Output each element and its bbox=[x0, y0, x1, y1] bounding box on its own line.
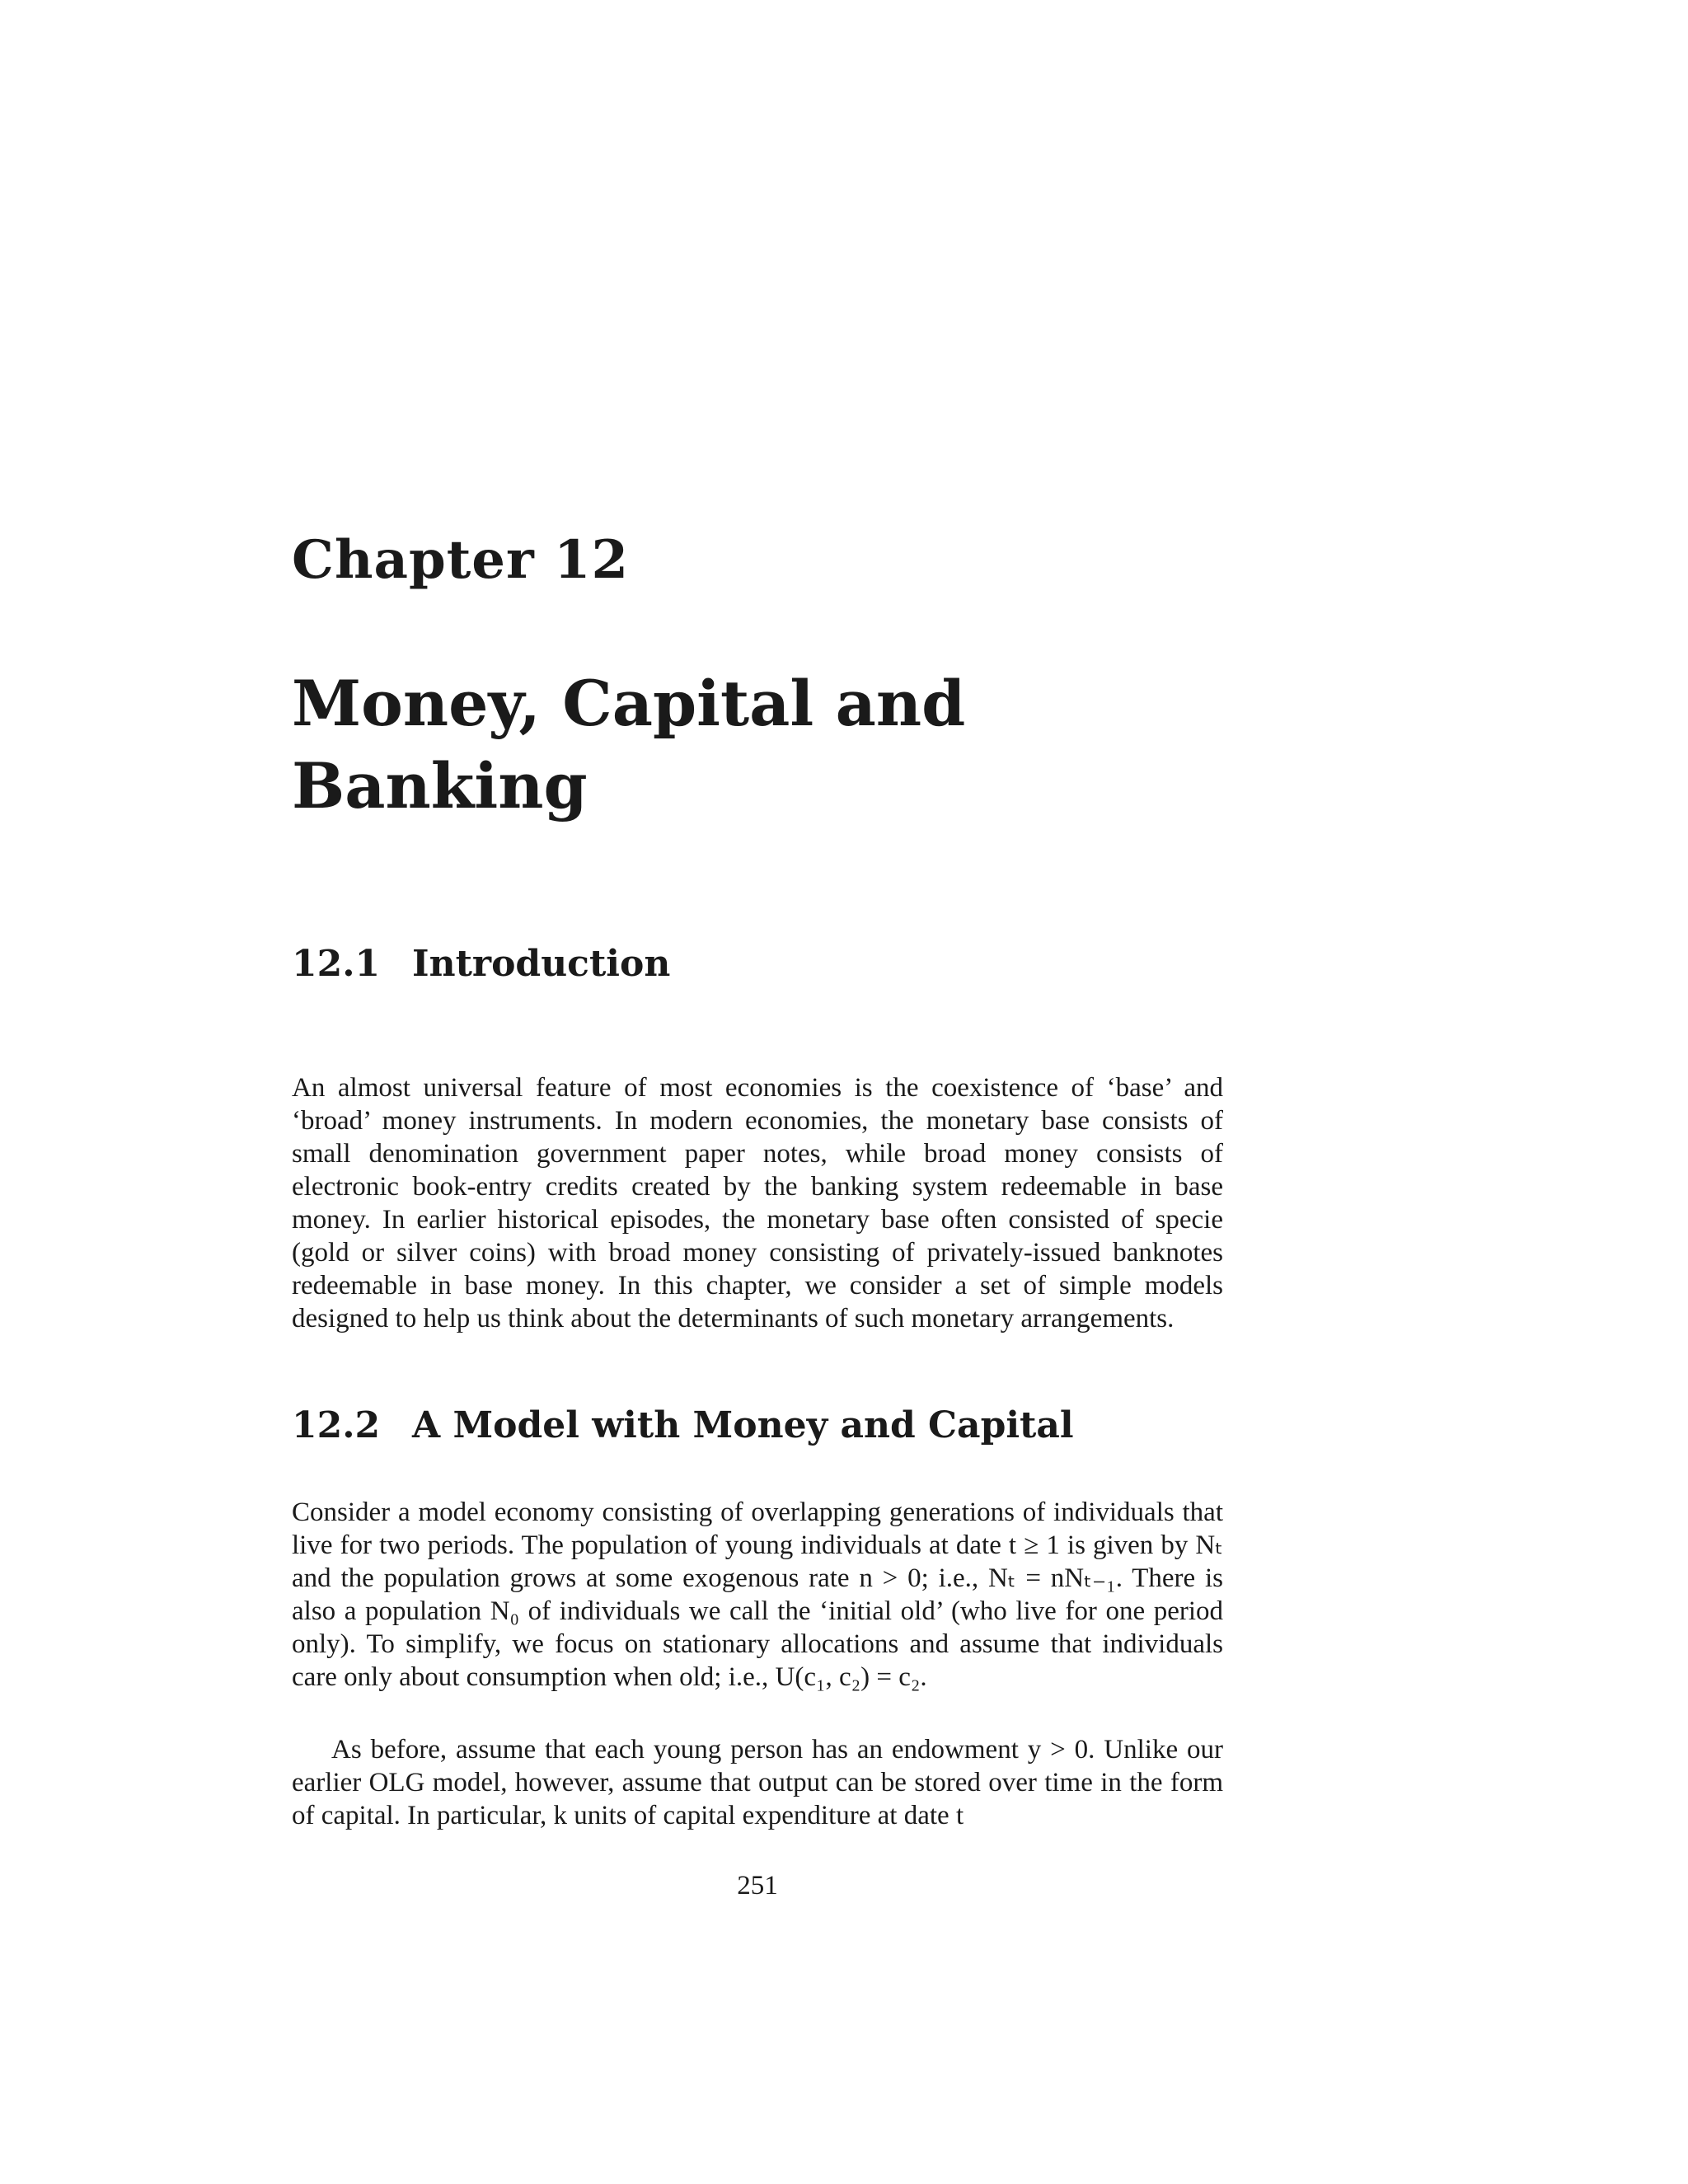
intro-paragraph: An almost universal feature of most economies is the coexistence of ‘base’ and ‘broad’ money instruments. In modern economies, the monetary base consists of small denomination government paper notes, while broad money consists of electronic book-entry credits created by the banking system redeemable in base money. In earlier historical episodes, the monetary base often consisted of specie (gold or silver coins) with broad money consisting of privately-issued banknotes redeemable in base money. In this chapter, we consider a set of simple models designed to help us think about the determinants of such monetary arrangements. bbox=[292, 1073, 1223, 1333]
section-number: 12.2 bbox=[292, 1404, 381, 1446]
section-title: Introduction bbox=[412, 943, 671, 985]
page-number: 251 bbox=[737, 1871, 778, 1900]
section-heading-model bbox=[292, 1401, 1074, 1451]
section-number: 12.1 bbox=[292, 943, 381, 985]
section-heading-introduction bbox=[292, 940, 670, 989]
chapter-label: Chapter 12 bbox=[292, 529, 630, 591]
section-title: A Model with Money and Capital bbox=[412, 1404, 1074, 1446]
chapter-title: Money, Capital and Banking bbox=[292, 667, 966, 823]
model-paragraph-2: As before, assume that each young person has an endowment y > 0. Unlike our earlier OLG model, however, assume that output can be stored over time in the form of capital. In particular, k units of capital expenditure at date t bbox=[292, 1735, 1223, 1830]
model-paragraph-1: Consider a model economy consisting of overlapping generations of individuals that live for two periods. The population of young individuals at date t ≥ 1 is given by Nₜ and the population grows at some exogenous rate n > 0; i.e., Nₜ = nNₜ₋₁. There is also a population N₀ of individuals we call the ‘initial old’ (who live for one period only). To simplify, we focus on stationary allocations and assume that individuals care only about consumption when old; i.e., U(c₁, c₂) = c₂. bbox=[292, 1497, 1223, 1692]
